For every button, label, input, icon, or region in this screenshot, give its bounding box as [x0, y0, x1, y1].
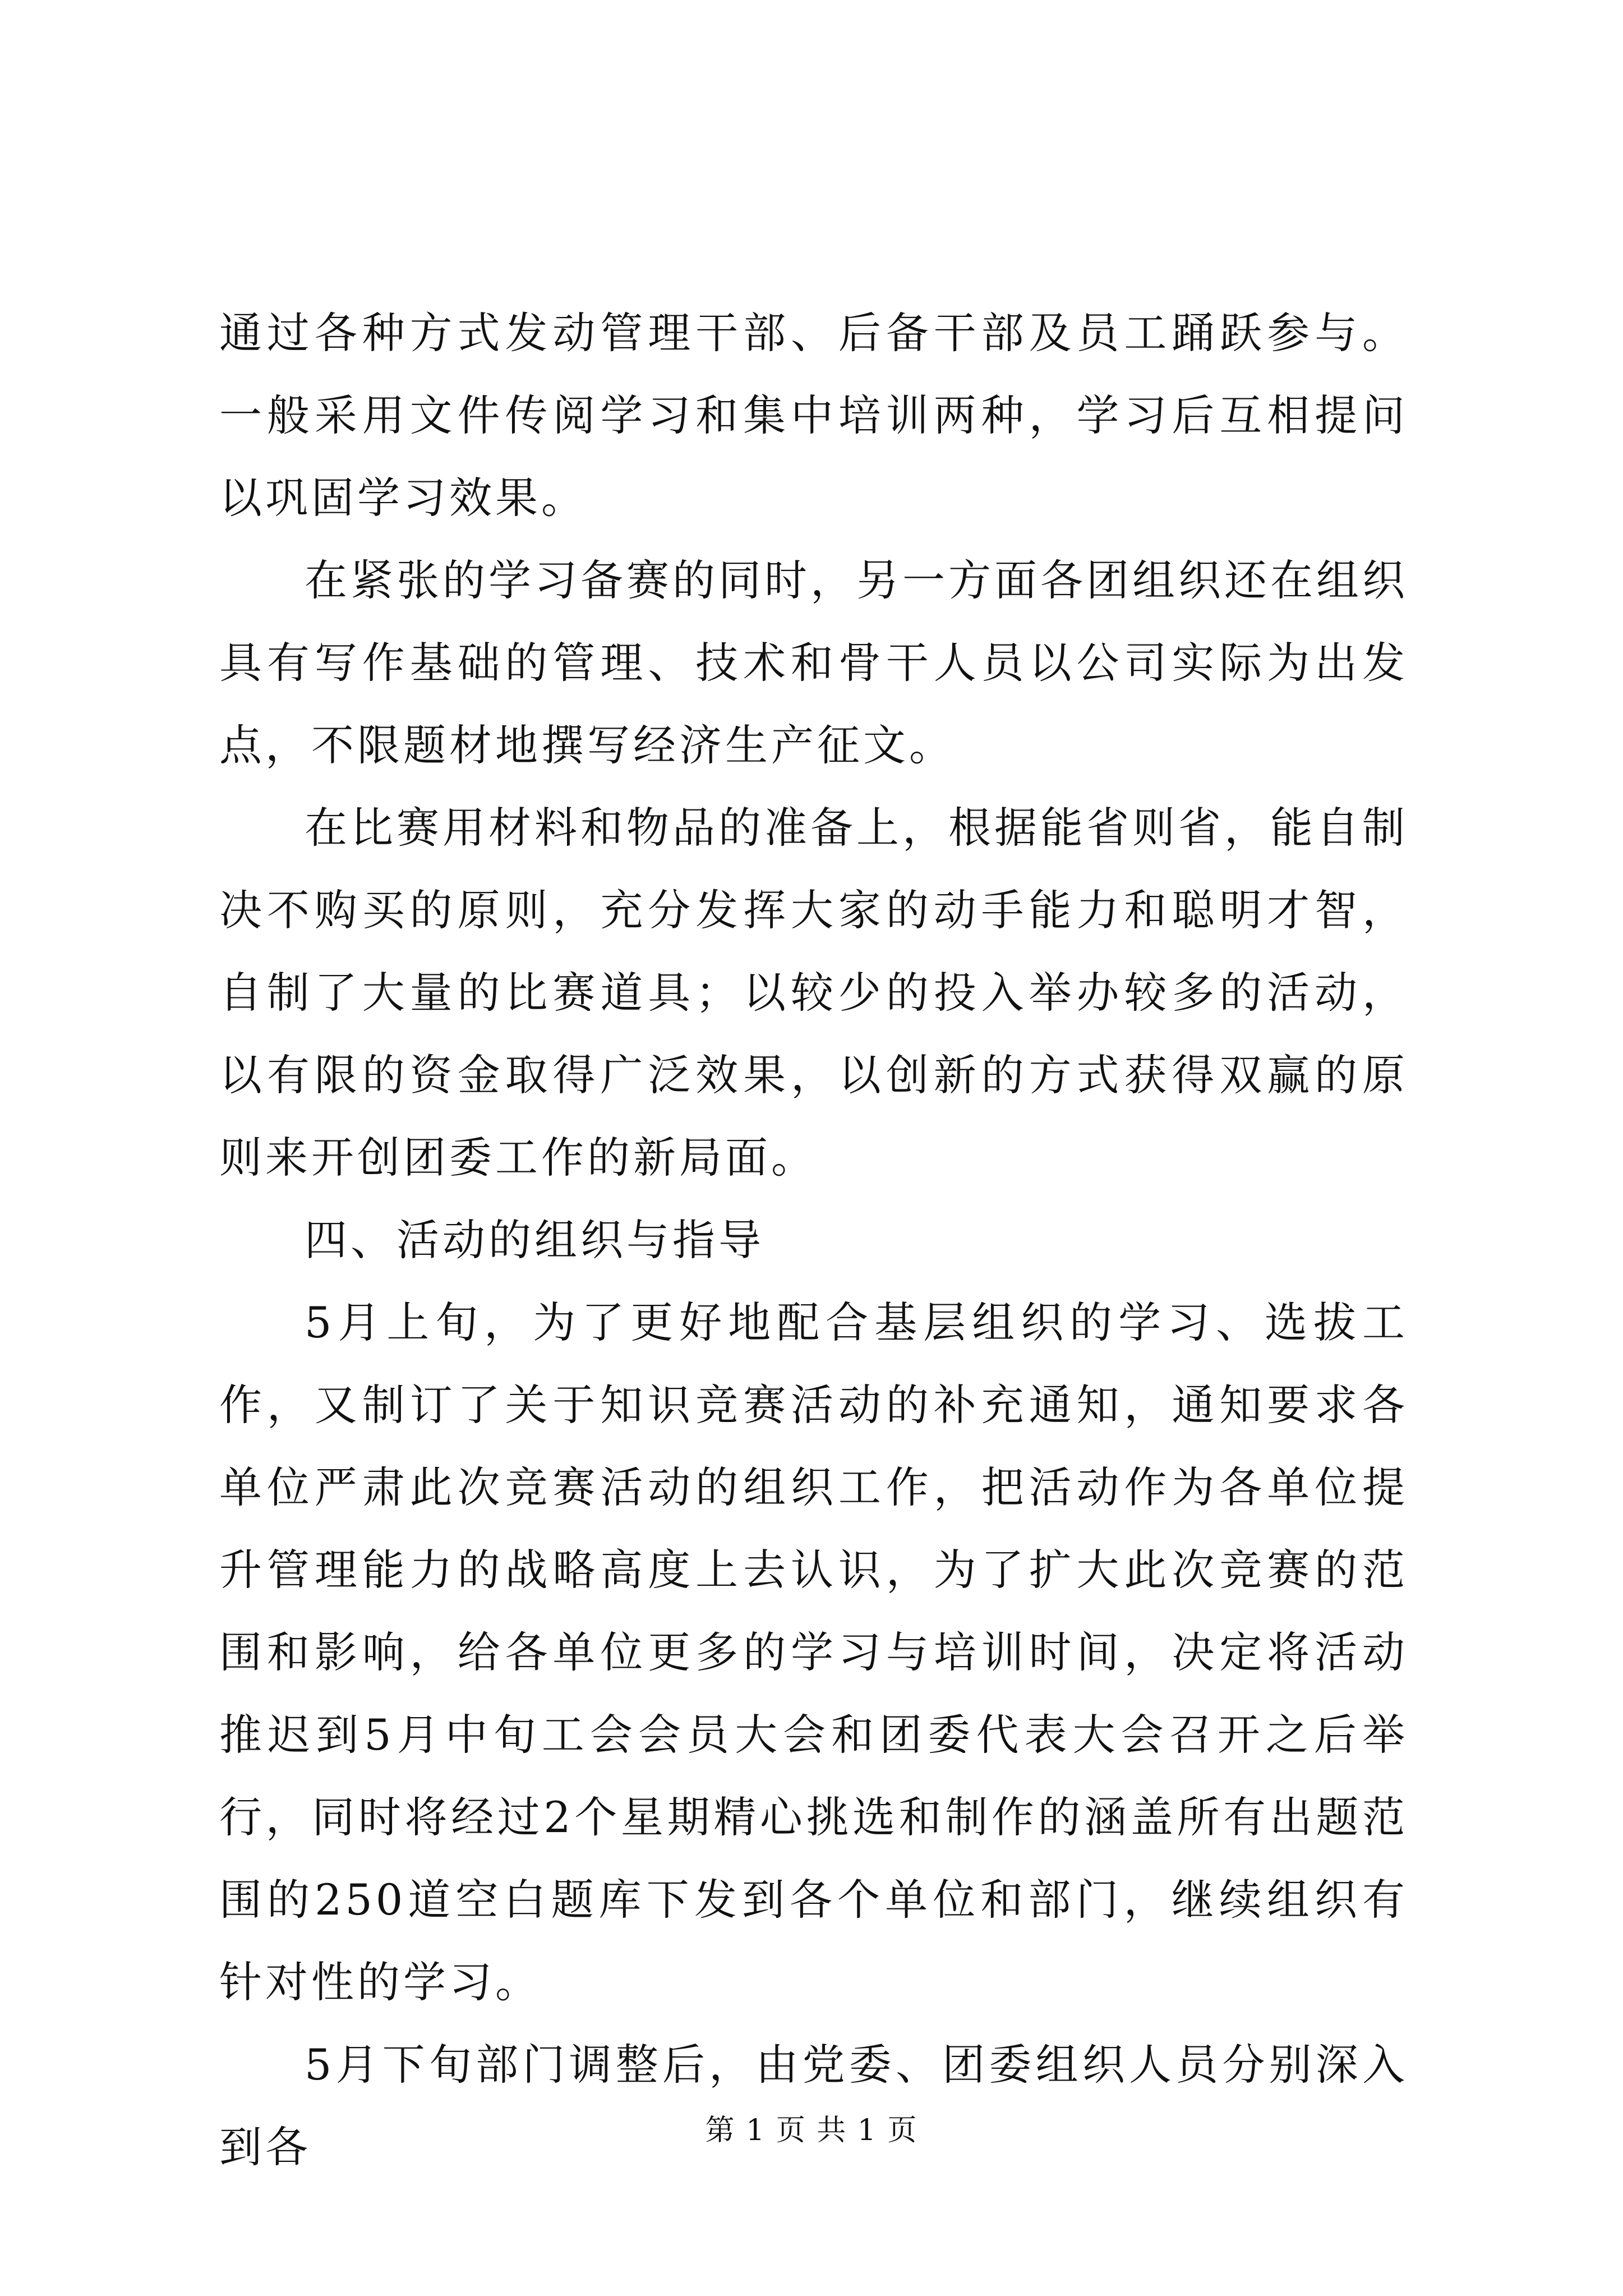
- paragraph-materials-preparation: 在比赛用材料和物品的准备上，根据能省则省，能自制决不购买的原则，充分发挥大家的动手能力和聪明才智，自制了大量的比赛道具；以较少的投入举办较多的活动，以有限的资金取得广泛效果，以创新的方式获得双赢的原则来开创团委工作的新局面。: [219, 803, 1408, 1182]
- paragraph-late-may: 5月下旬部门调整后，由党委、团委组织人员分别深入到各: [219, 2040, 1408, 2172]
- document-body: [219, 292, 1408, 2188]
- paragraph-continuation: 通过各种方式发动管理干部、后备干部及员工踊跃参与。一般采用文件传阅学习和集中培训两种，学习后互相提问以巩固学习效果。: [219, 308, 1408, 523]
- paragraph-early-may: 5月上旬，为了更好地配合基层组织的学习、选拔工作，又制订了关于知识竞赛活动的补充通知，通知要求各单位严肃此次竞赛活动的组织工作，把活动作为各单位提升管理能力的战略高度上去认识，为了扩大此次竞赛的范围和影响，给各单位更多的学习与培训时间，决定将活动推迟到5月中旬工会会员大会和团委代表大会召开之后举行，同时将经过2个星期精心挑选和制作的涵盖所有出题范围的250道空白题库下发到各个单位和部门，继续组织有针对性的学习。: [219, 1297, 1408, 2007]
- section-heading: 四、活动的组织与指导: [305, 1215, 764, 1265]
- paragraph-essay-writing: 在紧张的学习备赛的同时，另一方面各团组织还在组织具有写作基础的管理、技术和骨干人员以公司实际为出发点，不限题材地撰写经济生产征文。: [219, 555, 1408, 770]
- page-footer: 第 1 页 共 1 页: [705, 2114, 918, 2147]
